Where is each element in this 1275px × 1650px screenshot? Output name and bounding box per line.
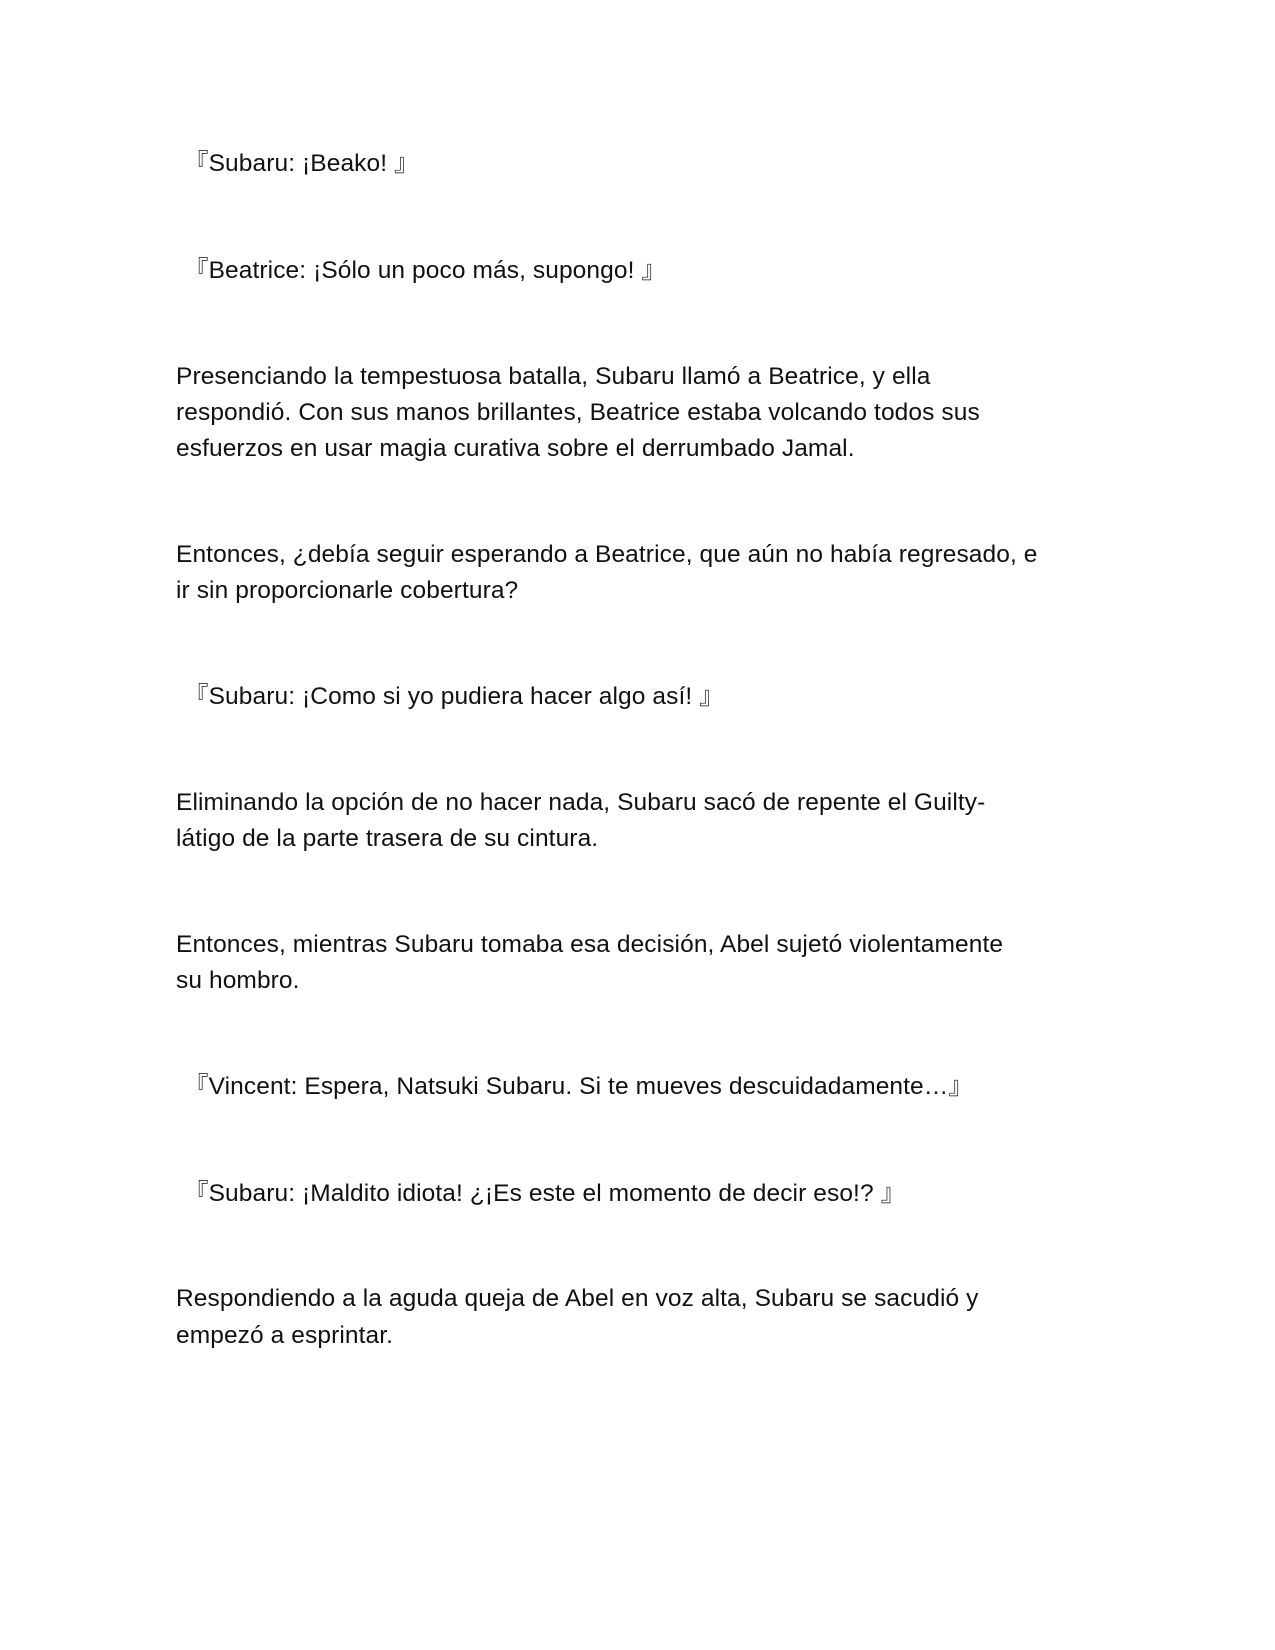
paragraph-line: empezó a esprintar.	[176, 1322, 394, 1349]
dialogue-line: 『Beatrice: ¡Sólo un poco más, supongo! 』	[184, 257, 667, 284]
paragraph-line: Respondiendo a la aguda queja de Abel en voz alta, Subaru se sacudió y	[176, 1285, 979, 1312]
paragraph-line: ir sin proporcionarle cobertura?	[176, 577, 519, 604]
paragraph-line: esfuerzos en usar magia curativa sobre el derrumbado Jamal.	[176, 435, 855, 462]
paragraph-line: su hombro.	[176, 967, 300, 994]
paragraph-line: Entonces, mientras Subaru tomaba esa decisión, Abel sujetó violentamente	[176, 931, 1004, 958]
paragraph-line: Eliminando la opción de no hacer nada, Subaru sacó de repente el Guilty-	[176, 789, 986, 816]
paragraph-line: Entonces, ¿debía seguir esperando a Beatrice, que aún no había regresado, e	[176, 541, 1038, 568]
dialogue-line: 『Vincent: Espera, Natsuki Subaru. Si te mueves descuidadamente…』	[184, 1073, 973, 1100]
paragraph-line: Presenciando la tempestuosa batalla, Subaru llamó a Beatrice, y ella	[176, 363, 931, 390]
paragraph-line: látigo de la parte trasera de su cintura.	[176, 825, 599, 852]
dialogue-line: 『Subaru: ¡Como si yo pudiera hacer algo así! 』	[184, 683, 724, 710]
dialogue-line: 『Subaru: ¡Maldito idiota! ¿¡Es este el momento de decir eso!? 』	[184, 1180, 906, 1207]
paragraph-line: respondió. Con sus manos brillantes, Beatrice estaba volcando todos sus	[176, 399, 980, 426]
dialogue-line: 『Subaru: ¡Beako! 』	[184, 150, 419, 177]
